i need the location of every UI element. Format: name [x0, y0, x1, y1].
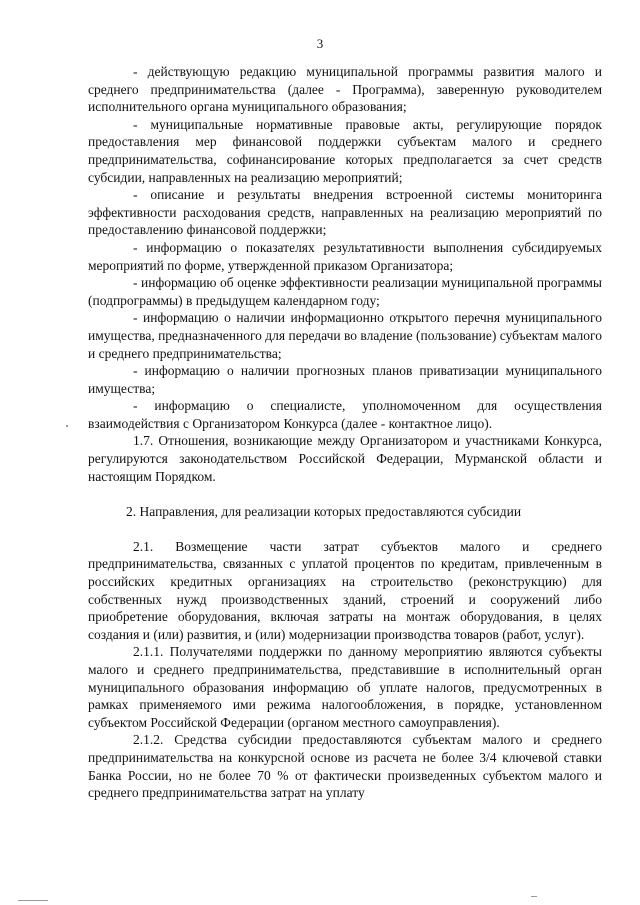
scan-artifact-left — [66, 425, 68, 427]
page-number: 3 — [316, 36, 324, 51]
paragraph-property-list: - информацию о наличии информационно открытого перечня муниципального имущества, предназначенного для передачи во владение (пользование) субъектам малого и среднего предпринимательства; — [88, 310, 602, 361]
paragraph-2-1-2: 2.1.2. Средства субсидии предоставляются субъектам малого и среднего предпринимательства на конкурсной основе из расчета не более 3/4 ключевой ставки Банка России, но не более 70 % от фактически произведенных субъектом малого и среднего предпринимательства затрат на уплату — [88, 732, 602, 801]
paragraph-2-1-1: 2.1.1. Получателями поддержки по данному мероприятию являются субъекты малого и среднего предпринимательства, представившие в исполнительный орган муниципального образования информацию об уплате налогов, предусмотренных в рамках применяемого ими режима налогообложения, в порядке, установленном субъектом Российской Федерации (органом местного самоуправления). — [88, 644, 602, 730]
paragraph-1-7: 1.7. Отношения, возникающие между Организатором и участниками Конкурса, регулируются законодательством Российской Федерации, Мурманской области и настоящим Порядком. — [88, 433, 602, 484]
paragraph-program-edition: - действующую редакцию муниципальной программы развития малого и среднего предпринимательства (далее - Программа), заверенную руководителем исполнительного органа муниципального образования; — [88, 64, 602, 115]
section-heading: 2. Направления, для реализации которых предоставляются субсидии — [126, 504, 522, 520]
scan-artifact-bottom-right — [531, 896, 537, 897]
paragraph-performance-indicators: - информацию о показателях результативности выполнения субсидируемых мероприятий по форме, утвержденной приказом Организатора; — [88, 239, 602, 273]
paragraph-normative-acts: - муниципальные нормативные правовые акты, регулирующие порядок предоставления мер финансовой поддержки субъектам малого и среднего предпринимательства, софинансирование которых предполагается за счет средств субсидии, направленных на реализацию мероприятий; — [88, 116, 602, 185]
scan-artifact-bottom-left — [18, 900, 48, 901]
paragraph-2-1: 2.1. Возмещение части затрат субъектов малого и среднего предпринимательства, связанных с уплатой процентов по кредитам, привлеченным в российских кредитных организациях на строительство (реконструкцию) для собственных нужд производственных зданий, строений и сооружений либо приобретение оборудования, включая затраты на монтаж оборудования, в целях создания и (или) развития, и (или) модернизации производства товаров (работ, услуг). — [88, 538, 602, 642]
document-body — [88, 63, 602, 802]
paragraph-efficiency-assessment: - информацию об оценке эффективности реализации муниципальной программы (подпрограммы) в предыдущем календарном году; — [88, 275, 602, 308]
paragraph-privatization-plans: - информацию о наличии прогнозных планов приватизации муниципального имущества; — [88, 363, 602, 396]
paragraph-contact-person: - информацию о специалисте, уполномоченном для осуществления взаимодействия с Организатором Конкурса (далее - контактное лицо). — [88, 398, 602, 431]
paragraph-monitoring-system: - описание и результаты внедрения встроенной системы мониторинга эффективности расходования средств, направленных на реализацию мероприятий по предоставлению финансовой поддержки; — [88, 187, 602, 238]
